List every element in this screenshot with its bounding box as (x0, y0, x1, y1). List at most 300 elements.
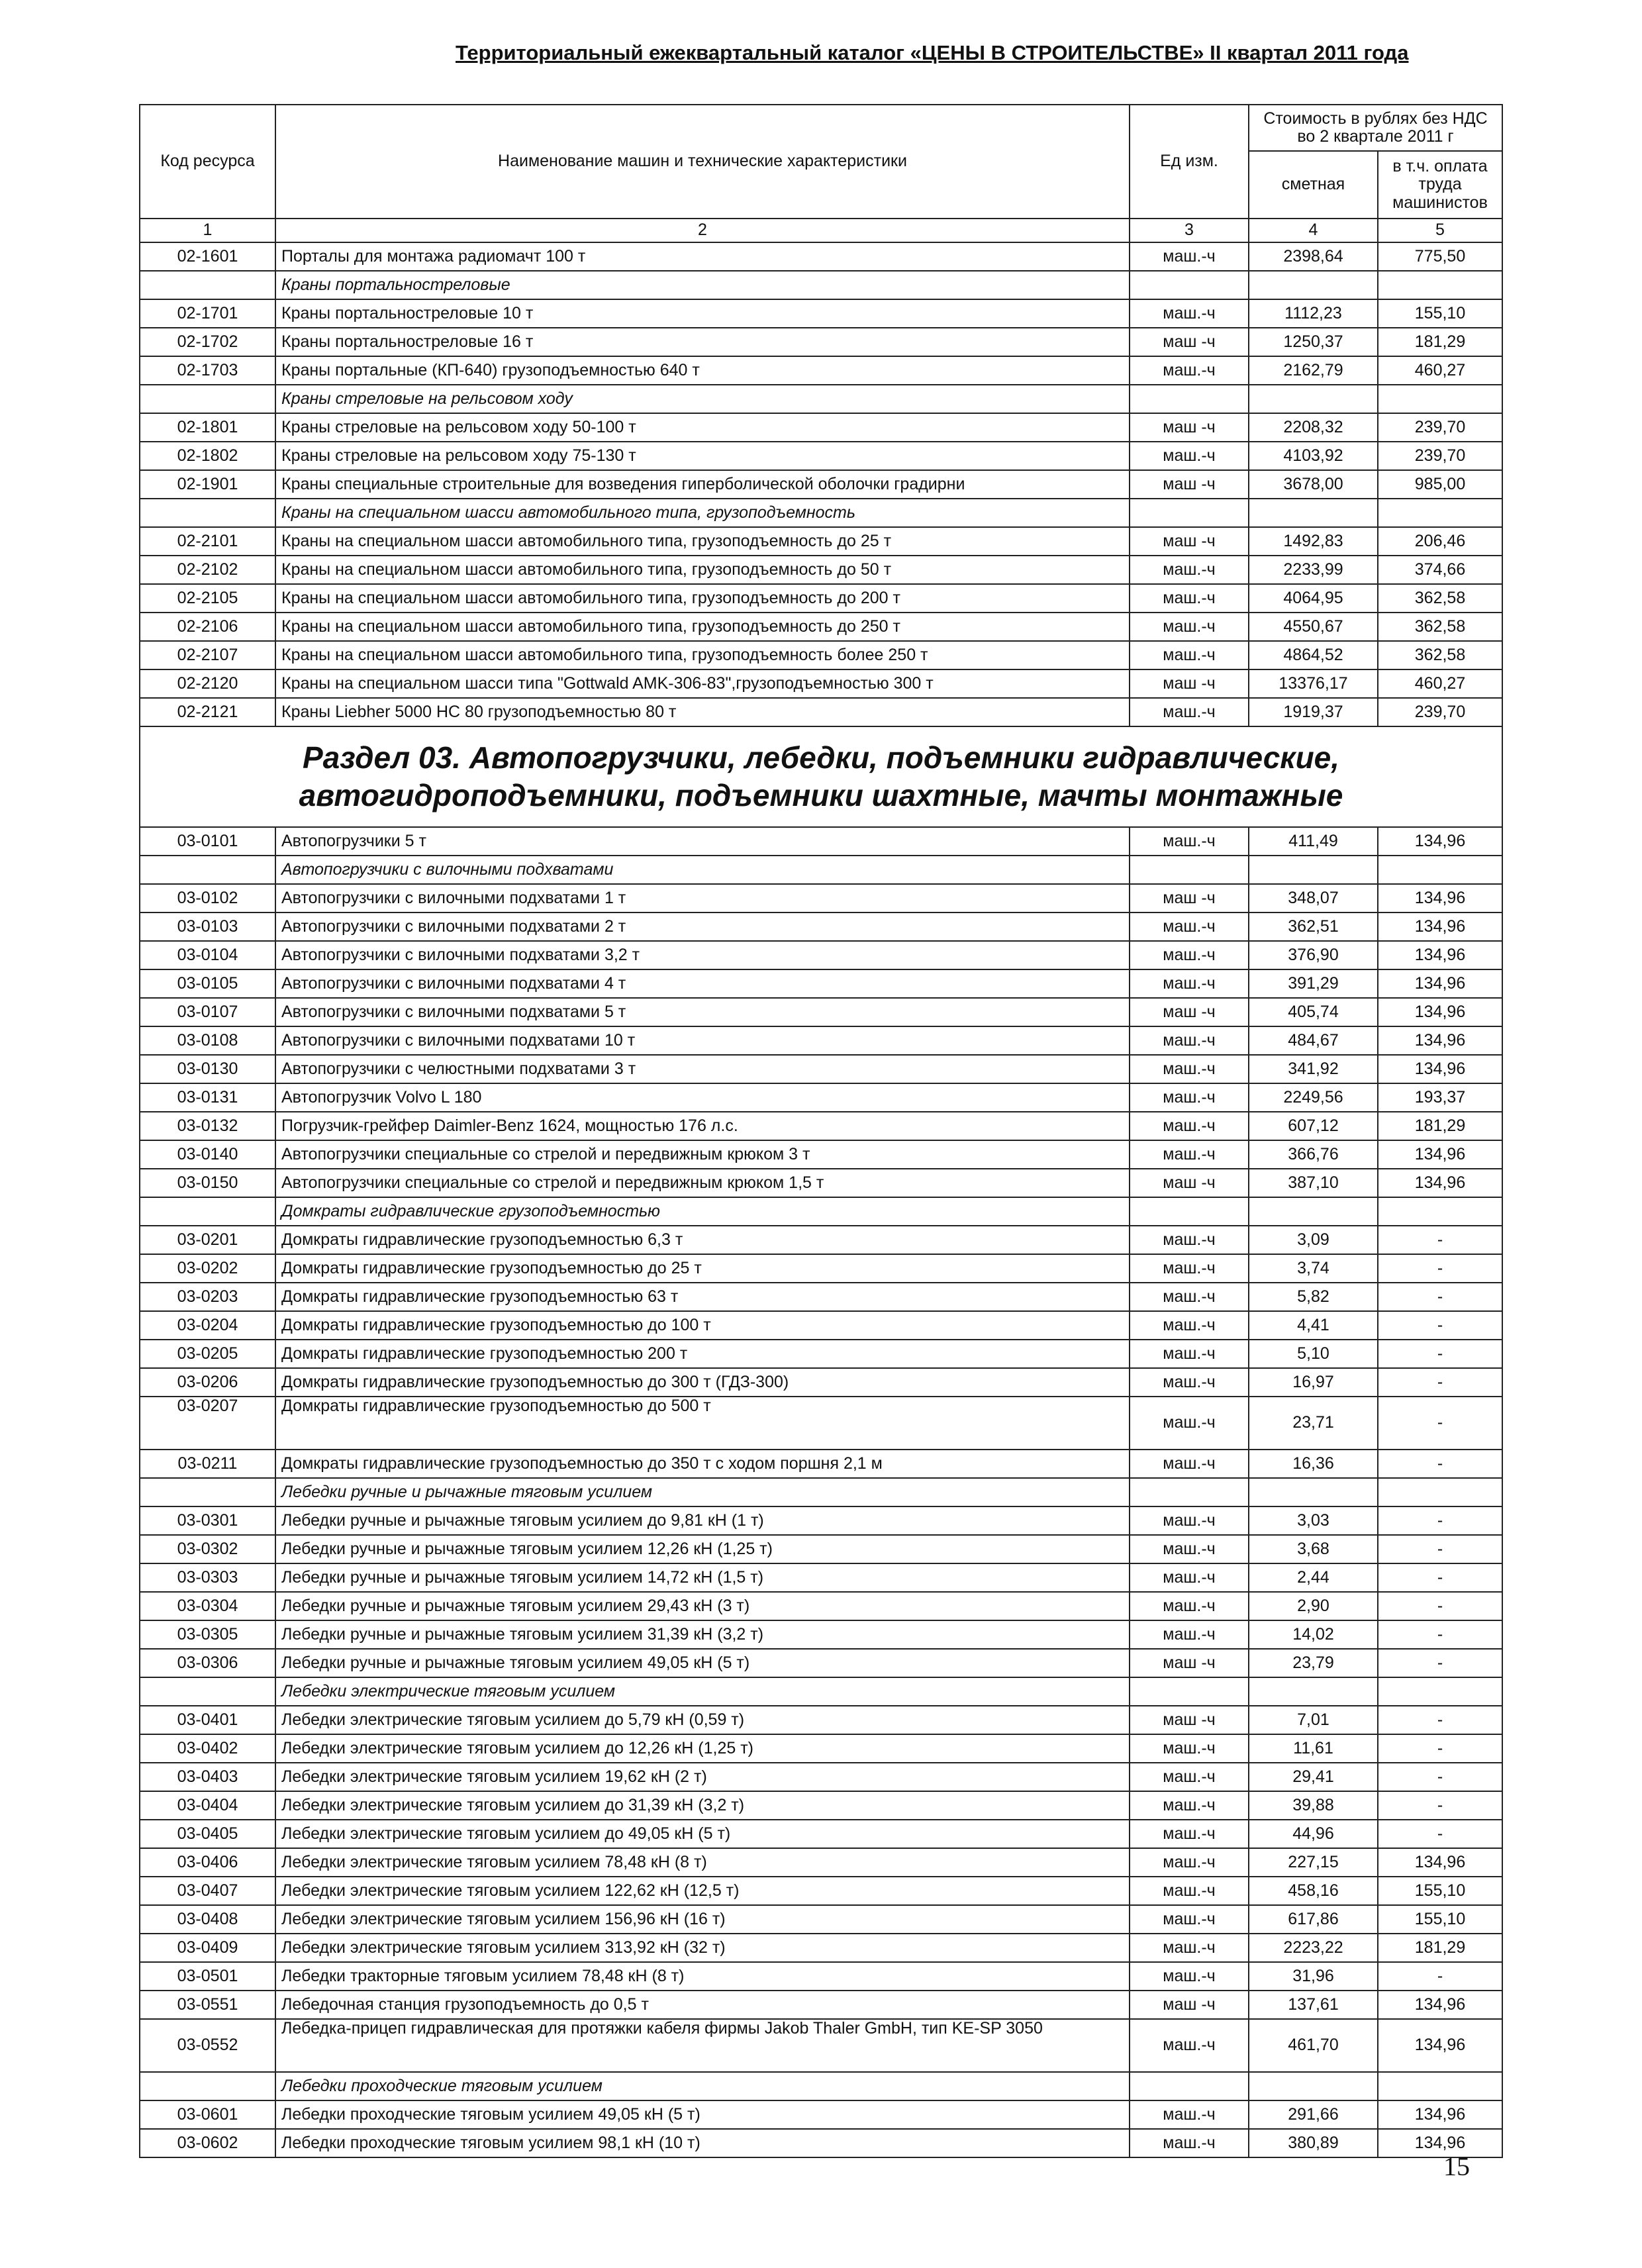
cost-cell: 391,29 (1249, 969, 1378, 998)
resource-code: 03-0211 (140, 1450, 275, 1478)
labor-cell (1378, 385, 1502, 413)
catalog-header: Территориальный ежеквартальный каталог «ЦЕНЫ В СТРОИТЕЛЬСТВЕ» II квартал 2011 года (456, 41, 1409, 64)
cost-cell: 3678,00 (1249, 470, 1378, 499)
resource-code: 02-1802 (140, 442, 275, 470)
cost-cell: 4,41 (1249, 1311, 1378, 1340)
cost-cell (1249, 271, 1378, 299)
resource-code (140, 271, 275, 299)
resource-code: 02-2107 (140, 641, 275, 669)
cost-cell: 23,79 (1249, 1649, 1378, 1677)
resource-code: 02-2102 (140, 556, 275, 584)
resource-code: 03-0303 (140, 1563, 275, 1592)
resource-code (140, 2072, 275, 2100)
table-row (140, 1649, 1502, 1677)
resource-code: 03-0108 (140, 1026, 275, 1055)
cost-cell: 3,03 (1249, 1506, 1378, 1535)
labor-cell: 985,00 (1378, 470, 1502, 499)
resource-code: 02-1601 (140, 242, 275, 271)
unit-cell: маш.-ч (1130, 1311, 1249, 1340)
cost-cell: 29,41 (1249, 1763, 1378, 1791)
labor-cell: 134,96 (1378, 998, 1502, 1026)
unit-cell (1130, 856, 1249, 884)
unit-cell: маш.-ч (1130, 1620, 1249, 1649)
price-table (139, 104, 1503, 2158)
table-row (140, 1734, 1502, 1763)
column-number: 4 (1249, 219, 1378, 242)
resource-code (140, 1197, 275, 1226)
group-heading-row (140, 1478, 1502, 1506)
table-row (140, 2129, 1502, 2157)
table-row (140, 613, 1502, 641)
labor-cell: - (1378, 1791, 1502, 1820)
machine-name: Порталы для монтажа радиомачт 100 т (275, 242, 1130, 271)
unit-cell: маш.-ч (1130, 1763, 1249, 1791)
table-body (140, 242, 1502, 2157)
cost-cell: 23,71 (1249, 1397, 1378, 1450)
labor-cell (1378, 1677, 1502, 1706)
cost-cell (1249, 2072, 1378, 2100)
table-row (140, 1055, 1502, 1083)
machine-name: Автопогрузчики с челюстными подхватами 3 т (275, 1055, 1130, 1083)
table-row (140, 1112, 1502, 1140)
cost-cell: 2249,56 (1249, 1083, 1378, 1112)
unit-cell: маш.-ч (1130, 1848, 1249, 1877)
machine-name: Краны специальные строительные для возведения гиперболической оболочки градирни (275, 470, 1130, 499)
machine-name: Домкраты гидравлические грузоподъемностью до 25 т (275, 1254, 1130, 1283)
machine-name: Краны стреловые на рельсовом ходу 75-130 т (275, 442, 1130, 470)
machine-name: Лебедки ручные и рычажные тяговым усилием 29,43 кН (3 т) (275, 1592, 1130, 1620)
unit-cell: маш.-ч (1130, 912, 1249, 941)
machine-name: Лебедки проходческие тяговым усилием 49,05 кН (5 т) (275, 2100, 1130, 2129)
section-heading-row (140, 726, 1502, 827)
cost-cell: 3,68 (1249, 1535, 1378, 1563)
table-row (140, 669, 1502, 698)
labor-cell: - (1378, 1506, 1502, 1535)
cost-cell: 5,82 (1249, 1283, 1378, 1311)
resource-code: 03-0401 (140, 1706, 275, 1734)
machine-name: Лебедки электрические тяговым усилием до 12,26 кН (1,25 т) (275, 1734, 1130, 1763)
cost-cell: 3,09 (1249, 1226, 1378, 1254)
unit-cell: маш -ч (1130, 1706, 1249, 1734)
cost-cell: 4864,52 (1249, 641, 1378, 669)
table-row (140, 1962, 1502, 1991)
resource-code: 03-0201 (140, 1226, 275, 1254)
cost-cell (1249, 499, 1378, 527)
resource-code: 03-0602 (140, 2129, 275, 2157)
labor-cell: - (1378, 1734, 1502, 1763)
resource-code: 03-0405 (140, 1820, 275, 1848)
cost-cell: 411,49 (1249, 827, 1378, 856)
cost-cell: 366,76 (1249, 1140, 1378, 1169)
table-row (140, 1226, 1502, 1254)
machine-name: Краны на специальном шасси автомобильного типа, грузоподъемность до 200 т (275, 584, 1130, 613)
cost-cell: 16,97 (1249, 1368, 1378, 1397)
resource-code: 02-2120 (140, 669, 275, 698)
section-title: Раздел 03. Автопогрузчики, лебедки, подъемники гидравлические, автогидроподъемники, подъемники шахтные, мачты монтажные (140, 726, 1502, 827)
table-row (140, 941, 1502, 969)
table-row (140, 2019, 1502, 2072)
labor-cell: - (1378, 1763, 1502, 1791)
cost-cell: 362,51 (1249, 912, 1378, 941)
table-row (140, 2100, 1502, 2129)
labor-cell (1378, 1197, 1502, 1226)
unit-cell: маш.-ч (1130, 1506, 1249, 1535)
unit-cell: маш.-ч (1130, 1877, 1249, 1905)
resource-code: 02-1801 (140, 413, 275, 442)
labor-cell: - (1378, 1962, 1502, 1991)
unit-cell: маш.-ч (1130, 584, 1249, 613)
cost-cell: 16,36 (1249, 1450, 1378, 1478)
table-row (140, 912, 1502, 941)
cost-cell: 1492,83 (1249, 527, 1378, 556)
cost-cell (1249, 856, 1378, 884)
labor-cell: 134,96 (1378, 1848, 1502, 1877)
group-title: Домкраты гидравлические грузоподъемностью (275, 1197, 1130, 1226)
resource-code: 03-0304 (140, 1592, 275, 1620)
labor-cell: 460,27 (1378, 356, 1502, 385)
resource-code: 03-0205 (140, 1340, 275, 1368)
labor-cell: - (1378, 1283, 1502, 1311)
unit-cell (1130, 2072, 1249, 2100)
labor-cell: 134,96 (1378, 969, 1502, 998)
unit-cell: маш.-ч (1130, 1283, 1249, 1311)
machine-name: Автопогрузчики с вилочными подхватами 5 т (275, 998, 1130, 1026)
labor-cell: - (1378, 1620, 1502, 1649)
machine-name: Домкраты гидравлические грузоподъемностью 200 т (275, 1340, 1130, 1368)
resource-code: 03-0402 (140, 1734, 275, 1763)
unit-cell: маш.-ч (1130, 442, 1249, 470)
labor-cell: - (1378, 1254, 1502, 1283)
table-row (140, 1706, 1502, 1734)
labor-cell: 460,27 (1378, 669, 1502, 698)
unit-cell: маш.-ч (1130, 1397, 1249, 1450)
table-row (140, 1506, 1502, 1535)
cost-cell: 607,12 (1249, 1112, 1378, 1140)
labor-cell: - (1378, 1649, 1502, 1677)
table-row (140, 1791, 1502, 1820)
table-row (140, 1877, 1502, 1905)
resource-code: 02-2121 (140, 698, 275, 726)
table-row (140, 1169, 1502, 1197)
labor-cell (1378, 856, 1502, 884)
table-row (140, 1563, 1502, 1592)
labor-cell: 134,96 (1378, 2100, 1502, 2129)
header-cost-group: Стоимость в рублях без НДС во 2 квартале 2011 г (1249, 105, 1502, 151)
unit-cell: маш -ч (1130, 1991, 1249, 2019)
resource-code: 03-0140 (140, 1140, 275, 1169)
labor-cell: - (1378, 1820, 1502, 1848)
machine-name: Домкраты гидравлические грузоподъемностью до 500 т (275, 1397, 1130, 1450)
labor-cell: - (1378, 1311, 1502, 1340)
table-row (140, 1254, 1502, 1283)
cost-cell: 13376,17 (1249, 669, 1378, 698)
header-name: Наименование машин и технические характеристики (275, 105, 1130, 219)
resource-code (140, 1677, 275, 1706)
resource-code: 03-0104 (140, 941, 275, 969)
table-row (140, 1140, 1502, 1169)
cost-cell: 4550,67 (1249, 613, 1378, 641)
cost-cell: 1112,23 (1249, 299, 1378, 328)
resource-code (140, 856, 275, 884)
machine-name: Лебедки электрические тяговым усилием 122,62 кН (12,5 т) (275, 1877, 1130, 1905)
cost-cell (1249, 1197, 1378, 1226)
resource-code: 03-0202 (140, 1254, 275, 1283)
group-heading-row (140, 2072, 1502, 2100)
table-row (140, 827, 1502, 856)
resource-code: 03-0409 (140, 1934, 275, 1962)
labor-cell: 155,10 (1378, 299, 1502, 328)
unit-cell: маш.-ч (1130, 613, 1249, 641)
cost-cell: 39,88 (1249, 1791, 1378, 1820)
cost-cell: 4103,92 (1249, 442, 1378, 470)
labor-cell: 134,96 (1378, 884, 1502, 912)
machine-name: Автопогрузчики специальные со стрелой и передвижным крюком 1,5 т (275, 1169, 1130, 1197)
table-row (140, 413, 1502, 442)
unit-cell: маш.-ч (1130, 1791, 1249, 1820)
unit-cell: маш.-ч (1130, 356, 1249, 385)
unit-cell: маш.-ч (1130, 242, 1249, 271)
group-heading-row (140, 271, 1502, 299)
cost-cell: 44,96 (1249, 1820, 1378, 1848)
resource-code: 03-0601 (140, 2100, 275, 2129)
group-title: Лебедки электрические тяговым усилием (275, 1677, 1130, 1706)
resource-code: 03-0407 (140, 1877, 275, 1905)
machine-name: Краны портальностреловые 10 т (275, 299, 1130, 328)
labor-cell: 134,96 (1378, 2129, 1502, 2157)
cost-cell: 2,44 (1249, 1563, 1378, 1592)
labor-cell: - (1378, 1592, 1502, 1620)
unit-cell: маш -ч (1130, 470, 1249, 499)
machine-name: Автопогрузчики 5 т (275, 827, 1130, 856)
table-row (140, 1340, 1502, 1368)
unit-cell: маш.-ч (1130, 1368, 1249, 1397)
unit-cell: маш.-ч (1130, 1026, 1249, 1055)
labor-cell: 134,96 (1378, 912, 1502, 941)
unit-cell: маш -ч (1130, 1169, 1249, 1197)
resource-code (140, 385, 275, 413)
resource-code: 02-2105 (140, 584, 275, 613)
cost-cell (1249, 1677, 1378, 1706)
cost-cell: 376,90 (1249, 941, 1378, 969)
table-row (140, 1905, 1502, 1934)
labor-cell: 181,29 (1378, 328, 1502, 356)
unit-cell (1130, 499, 1249, 527)
cost-cell: 348,07 (1249, 884, 1378, 912)
unit-cell: маш.-ч (1130, 299, 1249, 328)
column-number: 2 (275, 219, 1130, 242)
table-row (140, 969, 1502, 998)
cost-cell: 4064,95 (1249, 584, 1378, 613)
unit-cell: маш.-ч (1130, 1112, 1249, 1140)
machine-name: Лебедки ручные и рычажные тяговым усилием 49,05 кН (5 т) (275, 1649, 1130, 1677)
machine-name: Погрузчик-грейфер Daimler-Benz 1624, мощностью 176 л.с. (275, 1112, 1130, 1140)
resource-code: 03-0501 (140, 1962, 275, 1991)
machine-name: Лебедки ручные и рычажные тяговым усилием 12,26 кН (1,25 т) (275, 1535, 1130, 1563)
machine-name: Лебедочная станция грузоподъемность до 0,5 т (275, 1991, 1130, 2019)
labor-cell (1378, 1478, 1502, 1506)
header-cost: сметная (1249, 151, 1378, 219)
resource-code: 03-0132 (140, 1112, 275, 1140)
table-row (140, 698, 1502, 726)
machine-name: Лебедки тракторные тяговым усилием 78,48 кН (8 т) (275, 1962, 1130, 1991)
cost-cell: 2162,79 (1249, 356, 1378, 385)
table-row (140, 299, 1502, 328)
machine-name: Домкраты гидравлические грузоподъемностью 6,3 т (275, 1226, 1130, 1254)
labor-cell: 239,70 (1378, 442, 1502, 470)
machine-name: Краны портальностреловые 16 т (275, 328, 1130, 356)
machine-name: Автопогрузчики специальные со стрелой и передвижным крюком 3 т (275, 1140, 1130, 1169)
cost-cell: 458,16 (1249, 1877, 1378, 1905)
table-row (140, 998, 1502, 1026)
unit-cell: маш.-ч (1130, 1734, 1249, 1763)
machine-name: Краны Liebher 5000 HC 80 грузоподъемностью 80 т (275, 698, 1130, 726)
machine-name: Домкраты гидравлические грузоподъемностью 63 т (275, 1283, 1130, 1311)
unit-cell: маш -ч (1130, 1649, 1249, 1677)
labor-cell: 134,96 (1378, 941, 1502, 969)
machine-name: Краны на специальном шасси автомобильного типа, грузоподъемность до 25 т (275, 527, 1130, 556)
labor-cell: - (1378, 1368, 1502, 1397)
labor-cell: 181,29 (1378, 1934, 1502, 1962)
unit-cell: маш.-ч (1130, 1934, 1249, 1962)
machine-name: Автопогрузчики с вилочными подхватами 1 т (275, 884, 1130, 912)
unit-cell (1130, 385, 1249, 413)
resource-code: 03-0551 (140, 1991, 275, 2019)
cost-cell: 341,92 (1249, 1055, 1378, 1083)
cost-cell: 5,10 (1249, 1340, 1378, 1368)
labor-cell: 134,96 (1378, 1055, 1502, 1083)
resource-code: 03-0301 (140, 1506, 275, 1535)
unit-cell: маш.-ч (1130, 2100, 1249, 2129)
table-row (140, 1083, 1502, 1112)
cost-cell: 484,67 (1249, 1026, 1378, 1055)
unit-cell: маш.-ч (1130, 1820, 1249, 1848)
machine-name: Автопогрузчики с вилочными подхватами 10 т (275, 1026, 1130, 1055)
machine-name: Лебедки электрические тяговым усилием 78,48 кН (8 т) (275, 1848, 1130, 1877)
unit-cell: маш -ч (1130, 328, 1249, 356)
labor-cell: 134,96 (1378, 2019, 1502, 2072)
labor-cell: 206,46 (1378, 527, 1502, 556)
cost-cell: 2233,99 (1249, 556, 1378, 584)
cost-cell: 2208,32 (1249, 413, 1378, 442)
unit-cell: маш.-ч (1130, 969, 1249, 998)
table-row (140, 527, 1502, 556)
resource-code: 03-0305 (140, 1620, 275, 1649)
machine-name: Лебедки электрические тяговым усилием до 49,05 кН (5 т) (275, 1820, 1130, 1848)
unit-cell: маш.-ч (1130, 641, 1249, 669)
resource-code: 03-0408 (140, 1905, 275, 1934)
table-row (140, 1450, 1502, 1478)
labor-cell: - (1378, 1535, 1502, 1563)
resource-code: 02-1701 (140, 299, 275, 328)
labor-cell: - (1378, 1397, 1502, 1450)
machine-name: Домкраты гидравлические грузоподъемностью до 300 т (ГДЗ-300) (275, 1368, 1130, 1397)
unit-cell: маш.-ч (1130, 2129, 1249, 2157)
unit-cell (1130, 1677, 1249, 1706)
machine-name: Краны стреловые на рельсовом ходу 50-100 т (275, 413, 1130, 442)
machine-name: Лебедка-прицеп гидравлическая для протяжки кабеля фирмы Jakob Thaler GmbH, тип KE-SP 3050 (275, 2019, 1130, 2072)
resource-code: 02-1703 (140, 356, 275, 385)
group-heading-row (140, 856, 1502, 884)
cost-cell (1249, 385, 1378, 413)
unit-cell (1130, 1478, 1249, 1506)
unit-cell: маш.-ч (1130, 1226, 1249, 1254)
resource-code (140, 1478, 275, 1506)
group-title: Лебедки ручные и рычажные тяговым усилием (275, 1478, 1130, 1506)
column-number: 3 (1130, 219, 1249, 242)
labor-cell: 239,70 (1378, 413, 1502, 442)
table-row (140, 1368, 1502, 1397)
resource-code: 03-0206 (140, 1368, 275, 1397)
machine-name: Лебедки ручные и рычажные тяговым усилием до 9,81 кН (1 т) (275, 1506, 1130, 1535)
cost-cell: 137,61 (1249, 1991, 1378, 2019)
column-number: 5 (1378, 219, 1502, 242)
cost-cell: 2223,22 (1249, 1934, 1378, 1962)
table-row (140, 1283, 1502, 1311)
labor-cell: 362,58 (1378, 613, 1502, 641)
machine-name: Лебедки электрические тяговым усилием 156,96 кН (16 т) (275, 1905, 1130, 1934)
labor-cell: 155,10 (1378, 1877, 1502, 1905)
resource-code: 03-0306 (140, 1649, 275, 1677)
labor-cell: 134,96 (1378, 827, 1502, 856)
group-title: Краны на специальном шасси автомобильного типа, грузоподъемность (275, 499, 1130, 527)
machine-name: Краны на специальном шасси типа "Gottwald AMK-306-83",грузоподъемностью 300 т (275, 669, 1130, 698)
resource-code: 03-0552 (140, 2019, 275, 2072)
table-row (140, 1820, 1502, 1848)
group-title: Автопогрузчики с вилочными подхватами (275, 856, 1130, 884)
resource-code: 03-0131 (140, 1083, 275, 1112)
resource-code: 03-0101 (140, 827, 275, 856)
cost-cell: 31,96 (1249, 1962, 1378, 1991)
cost-cell: 617,86 (1249, 1905, 1378, 1934)
cost-cell: 405,74 (1249, 998, 1378, 1026)
unit-cell: маш.-ч (1130, 827, 1249, 856)
cost-cell: 291,66 (1249, 2100, 1378, 2129)
table-row (140, 442, 1502, 470)
labor-cell (1378, 2072, 1502, 2100)
unit-cell: маш.-ч (1130, 2019, 1249, 2072)
table-row (140, 884, 1502, 912)
unit-cell: маш.-ч (1130, 1962, 1249, 1991)
table-row (140, 556, 1502, 584)
labor-cell: 362,58 (1378, 641, 1502, 669)
cost-cell: 1919,37 (1249, 698, 1378, 726)
unit-cell: маш.-ч (1130, 1563, 1249, 1592)
cost-cell: 7,01 (1249, 1706, 1378, 1734)
cost-cell: 11,61 (1249, 1734, 1378, 1763)
table-row (140, 1397, 1502, 1450)
cost-cell (1249, 1478, 1378, 1506)
cost-cell: 380,89 (1249, 2129, 1378, 2157)
unit-cell (1130, 1197, 1249, 1226)
table-row (140, 328, 1502, 356)
labor-cell: 374,66 (1378, 556, 1502, 584)
unit-cell: маш.-ч (1130, 1450, 1249, 1478)
machine-name: Лебедки электрические тяговым усилием до 5,79 кН (0,59 т) (275, 1706, 1130, 1734)
labor-cell: 193,37 (1378, 1083, 1502, 1112)
table-row (140, 1311, 1502, 1340)
group-heading-row (140, 1197, 1502, 1226)
resource-code: 03-0103 (140, 912, 275, 941)
group-title: Краны стреловые на рельсовом ходу (275, 385, 1130, 413)
machine-name: Лебедки электрические тяговым усилием 19,62 кН (2 т) (275, 1763, 1130, 1791)
cost-cell: 2398,64 (1249, 242, 1378, 271)
cost-cell: 14,02 (1249, 1620, 1378, 1649)
machine-name: Краны на специальном шасси автомобильного типа, грузоподъемность более 250 т (275, 641, 1130, 669)
table-row (140, 1592, 1502, 1620)
unit-cell: маш.-ч (1130, 1535, 1249, 1563)
unit-cell: маш.-ч (1130, 1083, 1249, 1112)
resource-code: 02-1702 (140, 328, 275, 356)
